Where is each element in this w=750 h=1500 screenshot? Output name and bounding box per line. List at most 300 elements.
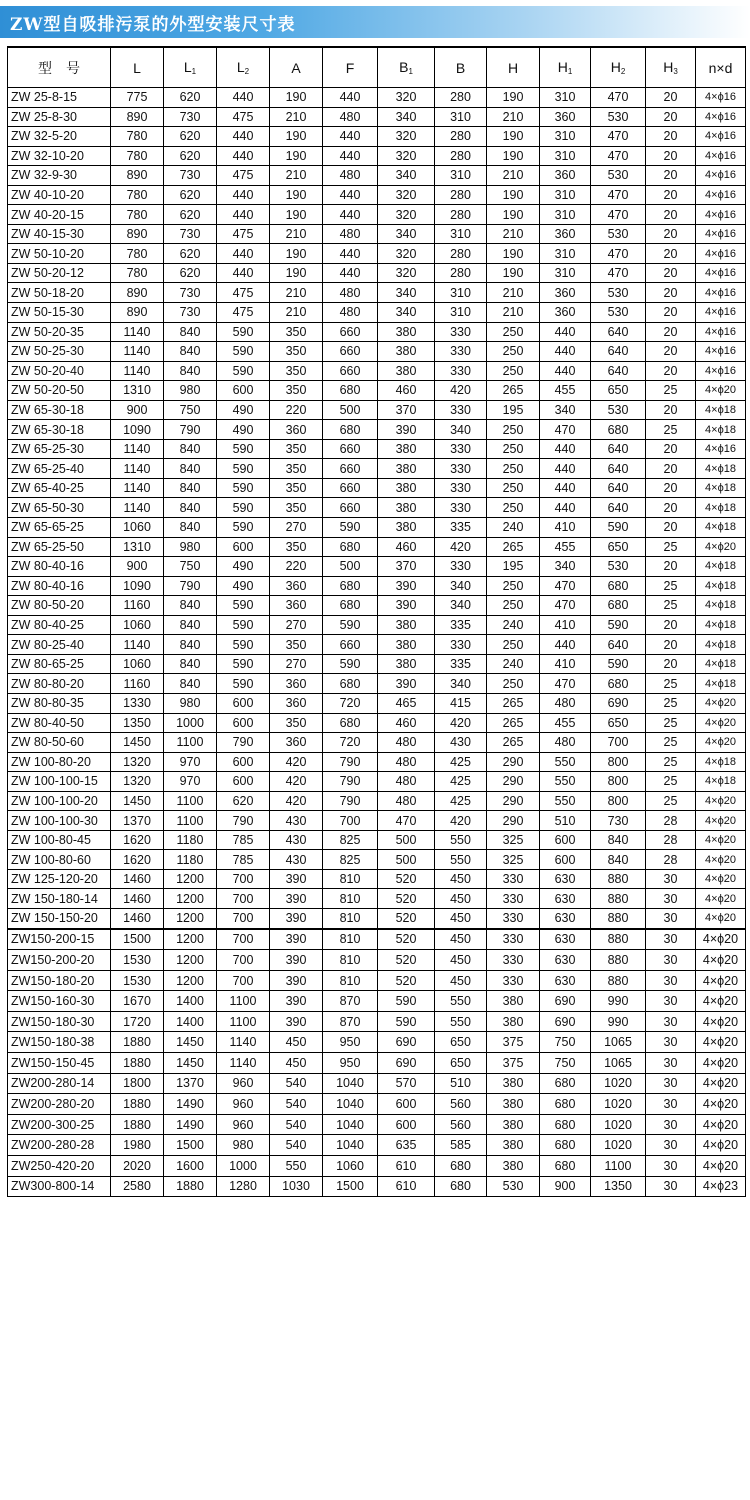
dimension-cell: 460 xyxy=(378,381,435,401)
dimension-cell: 450 xyxy=(435,929,487,950)
dimension-cell: 630 xyxy=(540,908,591,928)
dimension-cell: 600 xyxy=(540,830,591,850)
dimension-cell: 350 xyxy=(270,478,323,498)
dimension-cell: 720 xyxy=(323,733,378,753)
column-header xyxy=(323,47,378,88)
dimension-cell: 375 xyxy=(487,1053,540,1074)
dimension-cell: 340 xyxy=(540,557,591,577)
dimension-cell: 25 xyxy=(646,420,696,440)
dimension-cell: 600 xyxy=(540,850,591,870)
dimension-cell: 310 xyxy=(540,185,591,205)
dimension-cell: 680 xyxy=(323,537,378,557)
dimension-cell: 840 xyxy=(164,498,217,518)
dimension-cell: 1200 xyxy=(164,970,217,991)
dimension-cell: 340 xyxy=(435,420,487,440)
dimension-cell: 1450 xyxy=(111,733,164,753)
dimension-cell: 30 xyxy=(646,991,696,1012)
dimension-cell: 1460 xyxy=(111,889,164,909)
dimension-cell: 840 xyxy=(164,674,217,694)
dimension-cell: 290 xyxy=(487,752,540,772)
dimension-cell: 25 xyxy=(646,674,696,694)
dimension-cell: 450 xyxy=(270,1032,323,1053)
dimension-cell: 680 xyxy=(591,596,646,616)
model-cell: ZW 65-65-25 xyxy=(8,518,111,538)
dimension-cell: 680 xyxy=(540,1094,591,1115)
column-header-subscript: 2 xyxy=(244,67,250,76)
dimension-cell: 1670 xyxy=(111,991,164,1012)
dimension-cell: 340 xyxy=(435,674,487,694)
table-row xyxy=(8,1032,746,1053)
dimension-cell: 1180 xyxy=(164,830,217,850)
dimension-cell: 28 xyxy=(646,830,696,850)
dimension-cell: 550 xyxy=(540,772,591,792)
dimension-cell: 1200 xyxy=(164,908,217,928)
dimension-cell: 600 xyxy=(217,693,270,713)
model-cell: ZW 80-80-35 xyxy=(8,693,111,713)
dimension-cell: 340 xyxy=(378,283,435,303)
dimension-cell: 410 xyxy=(540,615,591,635)
dimension-cell: 590 xyxy=(217,459,270,479)
dimension-cell: 780 xyxy=(111,244,164,264)
dimension-cell: 590 xyxy=(217,322,270,342)
dimension-cell: 440 xyxy=(540,439,591,459)
dimension-cell: 890 xyxy=(111,166,164,186)
dimension-cell: 500 xyxy=(323,400,378,420)
dimension-cell: 640 xyxy=(591,498,646,518)
model-cell: ZW 80-40-50 xyxy=(8,713,111,733)
model-cell: ZW 125-120-20 xyxy=(8,869,111,889)
dimension-cell: 380 xyxy=(378,361,435,381)
dimension-cell: 950 xyxy=(323,1053,378,1074)
bolt-spec-cell: 4×ϕ20 xyxy=(696,1135,746,1156)
column-header-subscript: 1 xyxy=(191,67,197,76)
dimension-cell: 380 xyxy=(378,322,435,342)
dimension-cell: 20 xyxy=(646,263,696,283)
bolt-spec-cell: 4×ϕ18 xyxy=(696,596,746,616)
dimension-cell: 590 xyxy=(217,478,270,498)
dimension-cell: 880 xyxy=(591,950,646,971)
dimension-cell: 320 xyxy=(378,185,435,205)
dimension-cell: 330 xyxy=(435,478,487,498)
dimension-cell: 960 xyxy=(217,1114,270,1135)
dimension-cell: 280 xyxy=(435,263,487,283)
dimension-cell: 840 xyxy=(164,596,217,616)
column-header xyxy=(487,47,540,88)
dimension-cell: 20 xyxy=(646,439,696,459)
dimension-cell: 1000 xyxy=(217,1156,270,1177)
dimension-cell: 480 xyxy=(540,733,591,753)
model-cell: ZW 80-40-16 xyxy=(8,557,111,577)
dimension-cell: 335 xyxy=(435,615,487,635)
dimension-cell: 455 xyxy=(540,537,591,557)
dimension-cell: 1020 xyxy=(591,1135,646,1156)
dimension-cell: 610 xyxy=(378,1176,435,1197)
dimension-cell: 840 xyxy=(164,518,217,538)
dimension-cell: 350 xyxy=(270,537,323,557)
dimension-cell: 640 xyxy=(591,322,646,342)
bolt-spec-cell: 4×ϕ18 xyxy=(696,518,746,538)
dimension-cell: 1500 xyxy=(323,1176,378,1197)
dimension-cell: 20 xyxy=(646,654,696,674)
dimension-cell: 870 xyxy=(323,1011,378,1032)
dimension-cell: 680 xyxy=(323,576,378,596)
dimension-cell: 960 xyxy=(217,1073,270,1094)
bolt-spec-cell: 4×ϕ16 xyxy=(696,146,746,166)
dimension-cell: 980 xyxy=(217,1135,270,1156)
dimension-cell: 640 xyxy=(591,342,646,362)
dimension-cell: 2020 xyxy=(111,1156,164,1177)
table-row xyxy=(8,557,746,577)
dimension-cell: 330 xyxy=(487,869,540,889)
dimension-cell: 330 xyxy=(435,342,487,362)
dimension-cell: 380 xyxy=(378,654,435,674)
model-cell: ZW150-180-20 xyxy=(8,970,111,991)
dimension-cell: 530 xyxy=(591,283,646,303)
dimension-cell: 330 xyxy=(487,908,540,928)
dimension-cell: 840 xyxy=(164,478,217,498)
dimension-cell: 1160 xyxy=(111,674,164,694)
dimension-cell: 20 xyxy=(646,557,696,577)
dimension-cell: 1490 xyxy=(164,1114,217,1135)
dimension-cell: 20 xyxy=(646,146,696,166)
dimension-cell: 1880 xyxy=(164,1176,217,1197)
table-row xyxy=(8,950,746,971)
dimension-cell: 900 xyxy=(111,400,164,420)
dimension-cell: 440 xyxy=(540,361,591,381)
dimension-cell: 470 xyxy=(591,88,646,108)
dimension-cell: 1320 xyxy=(111,772,164,792)
dimension-cell: 620 xyxy=(164,127,217,147)
dimension-cell: 210 xyxy=(270,166,323,186)
dimension-cell: 590 xyxy=(217,635,270,655)
dimension-cell: 420 xyxy=(435,713,487,733)
dimension-cell: 900 xyxy=(111,557,164,577)
dimension-cell: 690 xyxy=(540,1011,591,1032)
dimension-cell: 1370 xyxy=(164,1073,217,1094)
dimension-cell: 360 xyxy=(270,596,323,616)
dimension-cell: 310 xyxy=(540,244,591,264)
dimension-cell: 440 xyxy=(323,185,378,205)
dimension-cell: 1140 xyxy=(111,439,164,459)
dimension-cell: 340 xyxy=(540,400,591,420)
model-cell: ZW 25-8-15 xyxy=(8,88,111,108)
dimension-cell: 20 xyxy=(646,400,696,420)
bolt-spec-cell: 4×ϕ18 xyxy=(696,654,746,674)
bolt-spec-cell: 4×ϕ16 xyxy=(696,88,746,108)
dimension-cell: 540 xyxy=(270,1073,323,1094)
model-cell: ZW 150-180-14 xyxy=(8,889,111,909)
model-cell: ZW 25-8-30 xyxy=(8,107,111,127)
dimension-cell: 1460 xyxy=(111,869,164,889)
dimension-cell: 590 xyxy=(323,518,378,538)
model-cell: ZW200-300-25 xyxy=(8,1114,111,1135)
dimension-cell: 360 xyxy=(540,166,591,186)
table-row xyxy=(8,791,746,811)
table-row xyxy=(8,322,746,342)
dimension-cell: 440 xyxy=(540,635,591,655)
dimension-cell: 1530 xyxy=(111,970,164,991)
table-row xyxy=(8,127,746,147)
dimension-cell: 480 xyxy=(323,107,378,127)
dimension-cell: 280 xyxy=(435,205,487,225)
bolt-spec-cell: 4×ϕ20 xyxy=(696,811,746,831)
dimension-cell: 490 xyxy=(217,420,270,440)
column-header xyxy=(646,47,696,88)
dimension-cell: 700 xyxy=(217,908,270,928)
dimension-cell: 840 xyxy=(164,439,217,459)
dimension-cell: 790 xyxy=(323,772,378,792)
table-row xyxy=(8,439,746,459)
dimension-cell: 630 xyxy=(540,869,591,889)
table-row xyxy=(8,713,746,733)
dimension-cell: 840 xyxy=(164,654,217,674)
dimension-cell: 1060 xyxy=(111,518,164,538)
dimension-cell: 635 xyxy=(378,1135,435,1156)
table-row xyxy=(8,752,746,772)
dimension-cell: 810 xyxy=(323,950,378,971)
dimension-cell: 250 xyxy=(487,361,540,381)
dimension-cell: 30 xyxy=(646,1053,696,1074)
dimension-cell: 520 xyxy=(378,970,435,991)
dimension-cell: 790 xyxy=(217,733,270,753)
dimension-cell: 600 xyxy=(378,1094,435,1115)
dimension-cell: 440 xyxy=(323,88,378,108)
model-cell: ZW 80-80-20 xyxy=(8,674,111,694)
dimension-cell: 660 xyxy=(323,635,378,655)
dimension-cell: 360 xyxy=(540,107,591,127)
model-cell: ZW 65-30-18 xyxy=(8,420,111,440)
bolt-spec-cell: 4×ϕ20 xyxy=(696,733,746,753)
dimension-cell: 560 xyxy=(435,1094,487,1115)
table-row xyxy=(8,830,746,850)
dimension-cell: 825 xyxy=(323,850,378,870)
dimension-cell: 1980 xyxy=(111,1135,164,1156)
dimension-cell: 1880 xyxy=(111,1053,164,1074)
dimension-cell: 630 xyxy=(540,970,591,991)
dimension-cell: 380 xyxy=(487,1114,540,1135)
dimension-cell: 590 xyxy=(378,991,435,1012)
dimension-cell: 1800 xyxy=(111,1073,164,1094)
dimension-cell: 1140 xyxy=(111,478,164,498)
dimension-cell: 950 xyxy=(323,1032,378,1053)
dimension-cell: 220 xyxy=(270,557,323,577)
dimension-cell: 330 xyxy=(487,929,540,950)
dimension-cell: 210 xyxy=(487,166,540,186)
column-header-label: H xyxy=(557,59,568,75)
model-cell: ZW200-280-28 xyxy=(8,1135,111,1156)
column-header-label: H xyxy=(610,59,621,75)
dimension-cell: 20 xyxy=(646,361,696,381)
dimension-cell: 880 xyxy=(591,908,646,928)
dimension-cell: 460 xyxy=(378,537,435,557)
dimension-cell: 680 xyxy=(540,1156,591,1177)
dimension-cell: 290 xyxy=(487,772,540,792)
dimension-cell: 265 xyxy=(487,381,540,401)
dimension-cell: 1140 xyxy=(217,1053,270,1074)
dimension-cell: 600 xyxy=(217,381,270,401)
dimension-cell: 25 xyxy=(646,381,696,401)
dimension-cell: 1450 xyxy=(164,1053,217,1074)
bolt-spec-cell: 4×ϕ20 xyxy=(696,381,746,401)
dimension-cell: 310 xyxy=(540,263,591,283)
dimension-cell: 1040 xyxy=(323,1114,378,1135)
dimension-cell: 320 xyxy=(378,88,435,108)
dimension-cell: 825 xyxy=(323,830,378,850)
dimension-cell: 450 xyxy=(435,950,487,971)
model-cell: ZW 50-20-40 xyxy=(8,361,111,381)
dimension-cell: 750 xyxy=(164,400,217,420)
column-header-label: B xyxy=(399,59,409,75)
dimension-cell: 1530 xyxy=(111,950,164,971)
bolt-spec-cell: 4×ϕ20 xyxy=(696,791,746,811)
dimension-cell: 1310 xyxy=(111,537,164,557)
dimension-cell: 480 xyxy=(540,693,591,713)
table-row xyxy=(8,908,746,928)
dimension-cell: 800 xyxy=(591,791,646,811)
dimension-cell: 250 xyxy=(487,439,540,459)
dimension-cell: 660 xyxy=(323,361,378,381)
dimension-cell: 550 xyxy=(435,850,487,870)
dimension-cell: 680 xyxy=(591,674,646,694)
dimension-cell: 20 xyxy=(646,107,696,127)
dimension-cell: 520 xyxy=(378,908,435,928)
dimension-cell: 440 xyxy=(217,88,270,108)
dimension-cell: 280 xyxy=(435,185,487,205)
dimension-cell: 540 xyxy=(270,1114,323,1135)
dimension-cell: 1880 xyxy=(111,1032,164,1053)
dimension-cell: 190 xyxy=(270,146,323,166)
dimension-cell: 330 xyxy=(435,498,487,518)
dimension-cell: 590 xyxy=(591,654,646,674)
dimension-cell: 660 xyxy=(323,439,378,459)
dimension-cell: 590 xyxy=(323,654,378,674)
bolt-spec-cell: 4×ϕ16 xyxy=(696,127,746,147)
table-row xyxy=(8,991,746,1012)
model-cell: ZW 80-40-25 xyxy=(8,615,111,635)
dimension-cell: 330 xyxy=(435,635,487,655)
dimension-cell: 250 xyxy=(487,498,540,518)
dimension-cell: 1490 xyxy=(164,1094,217,1115)
dimension-cell: 1320 xyxy=(111,752,164,772)
dimension-cell: 380 xyxy=(487,1011,540,1032)
dimension-cell: 1100 xyxy=(591,1156,646,1177)
dimension-cell: 870 xyxy=(323,991,378,1012)
bolt-spec-cell: 4×ϕ20 xyxy=(696,1156,746,1177)
table-row xyxy=(8,303,746,323)
dimension-cell: 600 xyxy=(378,1114,435,1135)
table-row xyxy=(8,733,746,753)
dimension-cell: 20 xyxy=(646,283,696,303)
dimension-cell: 2580 xyxy=(111,1176,164,1197)
table-row xyxy=(8,498,746,518)
model-cell: ZW 65-25-40 xyxy=(8,459,111,479)
dimension-cell: 780 xyxy=(111,127,164,147)
dimension-cell: 325 xyxy=(487,850,540,870)
dimension-cell: 1060 xyxy=(111,615,164,635)
dimension-cell: 680 xyxy=(540,1073,591,1094)
dimension-cell: 680 xyxy=(435,1176,487,1197)
dimension-cell: 680 xyxy=(591,576,646,596)
dimension-cell: 680 xyxy=(323,381,378,401)
dimension-cell: 340 xyxy=(378,107,435,127)
dimension-cell: 390 xyxy=(378,674,435,694)
dimension-cell: 410 xyxy=(540,518,591,538)
dimension-cell: 480 xyxy=(323,224,378,244)
dimension-cell: 190 xyxy=(487,88,540,108)
dimension-cell: 425 xyxy=(435,772,487,792)
dimension-cell: 1400 xyxy=(164,1011,217,1032)
dimension-cell: 265 xyxy=(487,537,540,557)
dimension-cell: 550 xyxy=(540,752,591,772)
dimension-cell: 1310 xyxy=(111,381,164,401)
dimension-cell: 390 xyxy=(378,420,435,440)
dimension-cell: 340 xyxy=(378,224,435,244)
dimension-cell: 590 xyxy=(217,518,270,538)
bolt-spec-cell: 4×ϕ18 xyxy=(696,635,746,655)
dimension-cell: 380 xyxy=(487,1073,540,1094)
dimension-cell: 350 xyxy=(270,713,323,733)
dimension-cell: 455 xyxy=(540,381,591,401)
dimension-cell: 360 xyxy=(270,420,323,440)
dimension-cell: 640 xyxy=(591,459,646,479)
dimension-cell: 1090 xyxy=(111,420,164,440)
dimension-cell: 840 xyxy=(591,850,646,870)
bolt-spec-cell: 4×ϕ20 xyxy=(696,1053,746,1074)
model-cell: ZW 50-15-30 xyxy=(8,303,111,323)
dimension-cell: 480 xyxy=(323,283,378,303)
dimension-cell: 390 xyxy=(270,869,323,889)
model-cell: ZW 32-9-30 xyxy=(8,166,111,186)
dimension-cell: 660 xyxy=(323,342,378,362)
dimension-cell: 430 xyxy=(270,830,323,850)
dimension-cell: 1140 xyxy=(111,361,164,381)
table-row xyxy=(8,518,746,538)
dimension-cell: 440 xyxy=(540,478,591,498)
dimension-cell: 500 xyxy=(378,830,435,850)
dimension-cell: 500 xyxy=(378,850,435,870)
dimension-cell: 1180 xyxy=(164,850,217,870)
dimension-cell: 1020 xyxy=(591,1073,646,1094)
bolt-spec-cell: 4×ϕ16 xyxy=(696,224,746,244)
dimension-cell: 600 xyxy=(217,713,270,733)
model-cell: ZW 65-40-25 xyxy=(8,478,111,498)
table-row xyxy=(8,537,746,557)
dimension-cell: 420 xyxy=(270,752,323,772)
dimension-cell: 380 xyxy=(378,518,435,538)
table-row xyxy=(8,869,746,889)
dimension-cell: 310 xyxy=(435,224,487,244)
bolt-spec-cell: 4×ϕ18 xyxy=(696,576,746,596)
dimension-cell: 330 xyxy=(435,322,487,342)
dimension-cell: 520 xyxy=(378,929,435,950)
dimension-cell: 450 xyxy=(435,970,487,991)
bolt-spec-cell: 4×ϕ16 xyxy=(696,263,746,283)
dimension-cell: 790 xyxy=(323,791,378,811)
model-cell: ZW 65-25-30 xyxy=(8,439,111,459)
dimension-cell: 680 xyxy=(323,713,378,733)
dimension-cell: 660 xyxy=(323,322,378,342)
dimension-cell: 440 xyxy=(217,127,270,147)
table-row xyxy=(8,929,746,950)
dimension-cell: 990 xyxy=(591,991,646,1012)
dimension-cell: 250 xyxy=(487,420,540,440)
model-cell: ZW 150-150-20 xyxy=(8,908,111,928)
dimension-cell: 475 xyxy=(217,283,270,303)
model-cell: ZW 100-100-15 xyxy=(8,772,111,792)
model-cell: ZW 100-100-20 xyxy=(8,791,111,811)
bolt-spec-cell: 4×ϕ18 xyxy=(696,674,746,694)
dimension-cell: 550 xyxy=(270,1156,323,1177)
